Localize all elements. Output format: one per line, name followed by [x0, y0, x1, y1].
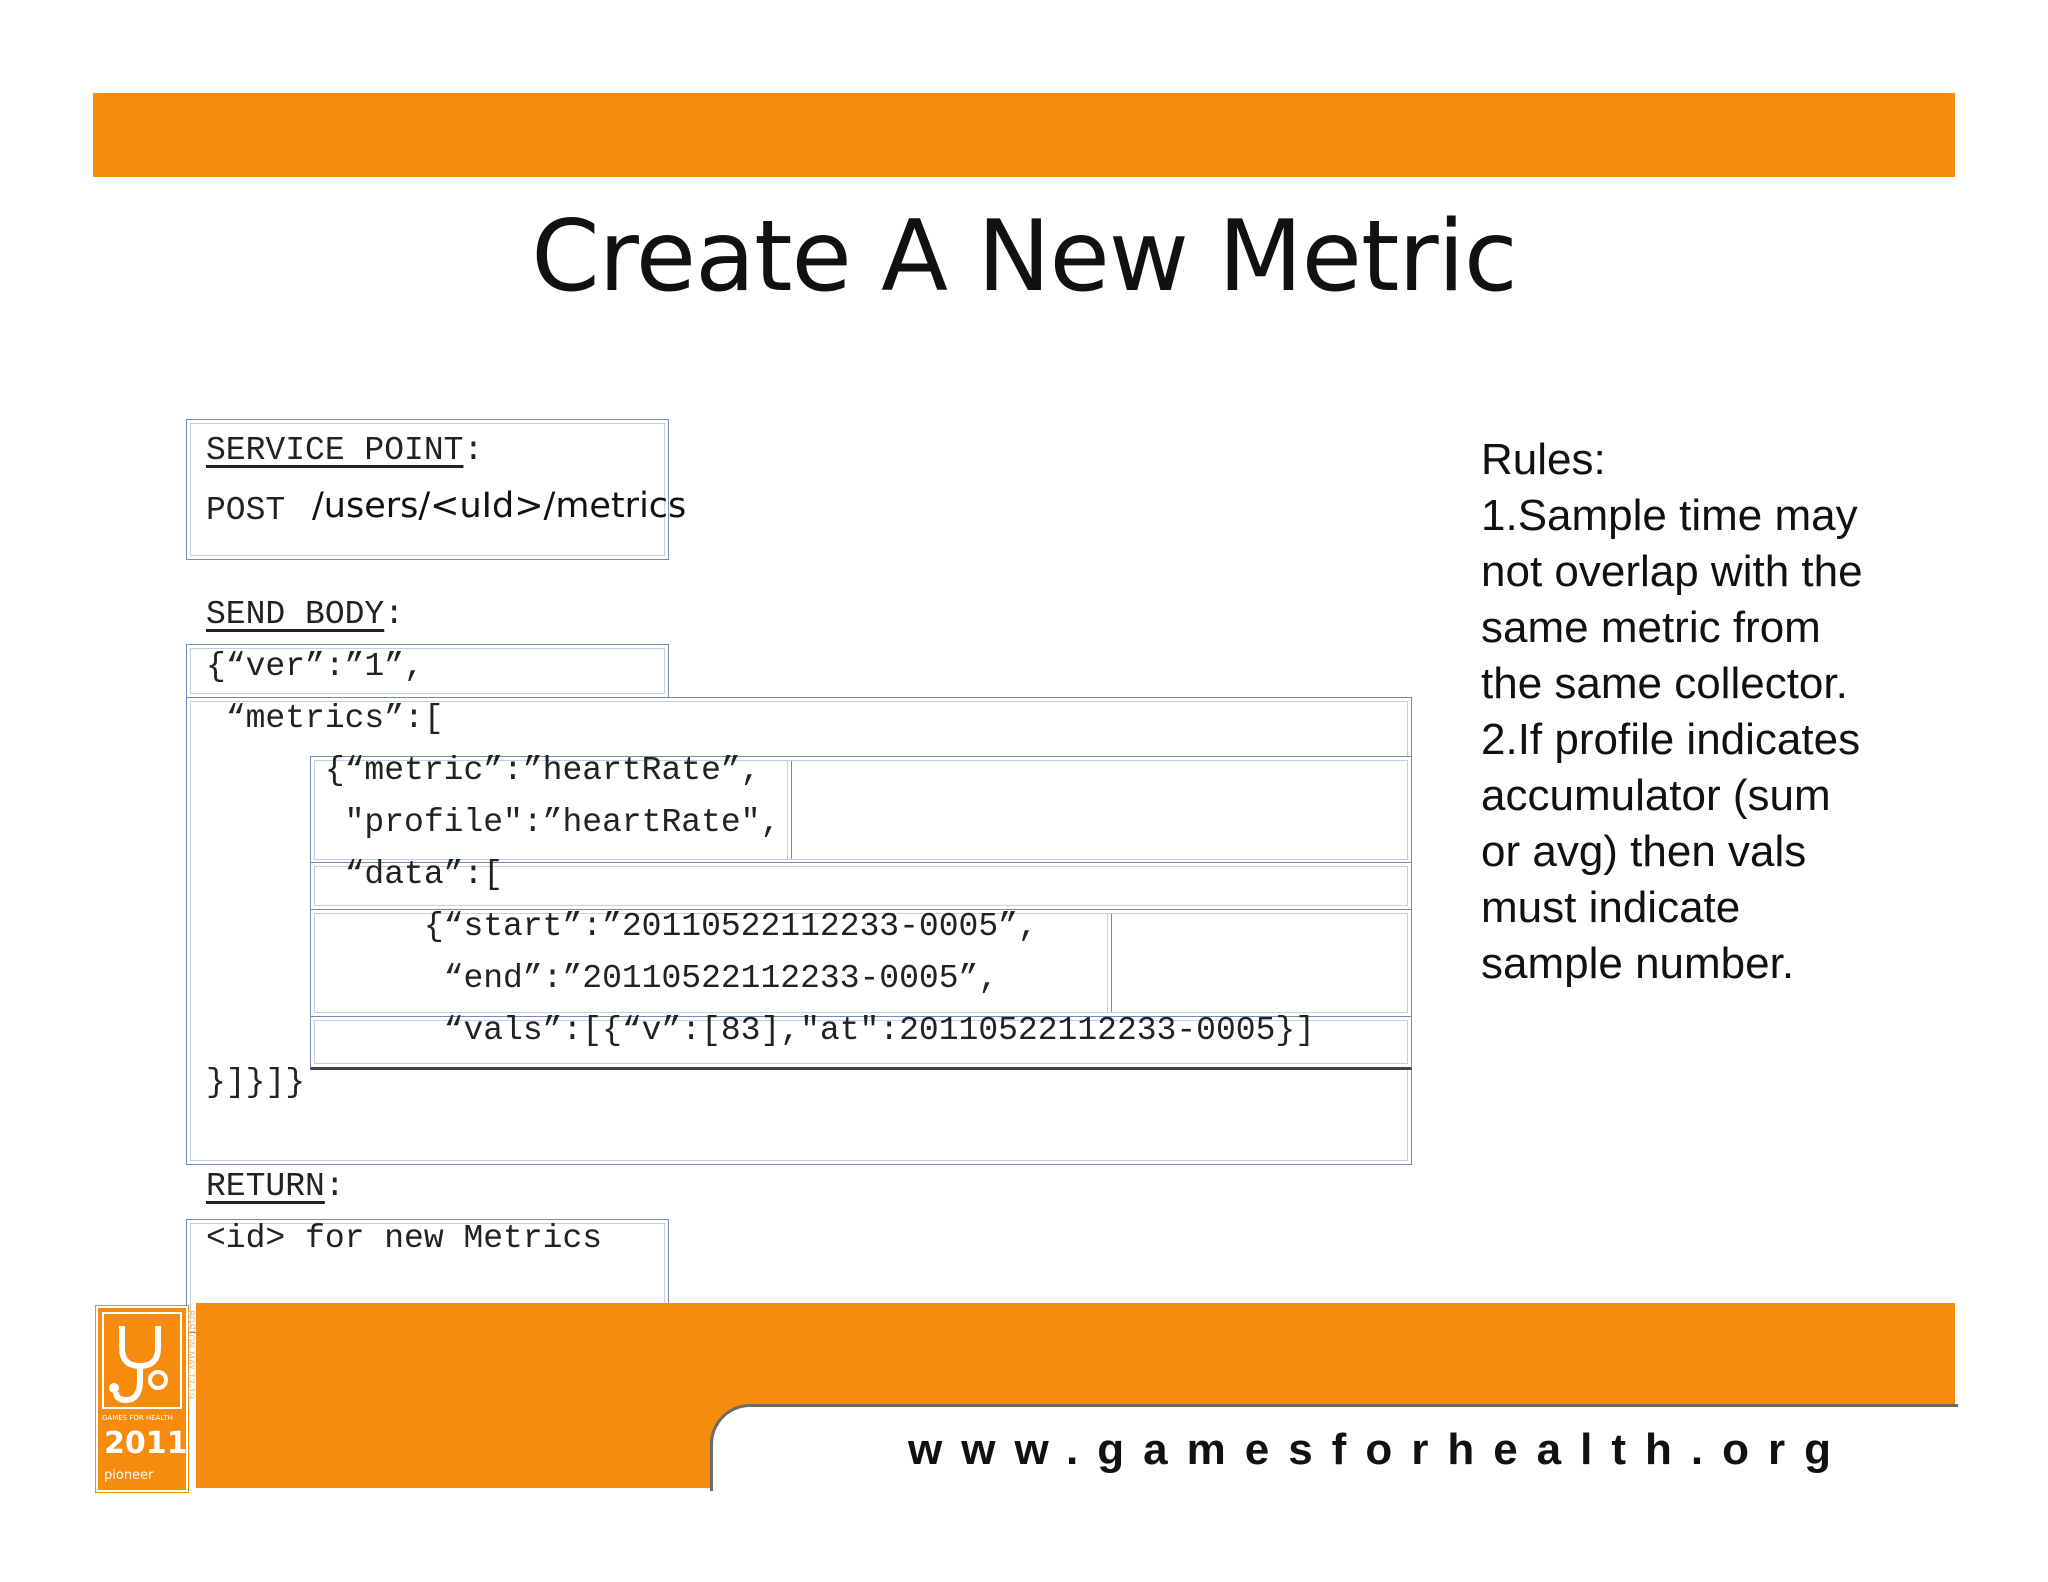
code-line-9: }]}]}	[206, 1064, 306, 1101]
rules-line: 1.Sample time may	[1481, 491, 1858, 540]
footer-url: www.gamesforhealth.org	[908, 1425, 1851, 1474]
rules-line: must indicate	[1481, 883, 1741, 932]
send-body-heading-row	[206, 596, 404, 633]
return-heading-row	[206, 1168, 345, 1205]
code-line-1: {“ver”:”1”,	[206, 648, 424, 685]
rules-line: Rules:	[1481, 435, 1606, 484]
rules-line: sample number.	[1481, 939, 1795, 988]
rules-line: or avg) then vals	[1481, 827, 1807, 876]
slide-title: Create A New Metric	[531, 200, 1517, 314]
code-line-7: “end”:”20110522112233-0005”,	[206, 960, 999, 997]
code-line-4: "profile":”heartRate",	[206, 804, 781, 841]
logo-year: 2011	[104, 1426, 188, 1461]
logo-small-text: GAMES FOR HEALTH	[102, 1414, 173, 1422]
rules-text	[1481, 432, 1951, 992]
logo-side-text: BOSTON MAY 17-19	[185, 1310, 195, 1399]
service-point-path: /users/<uId>/metrics	[312, 486, 687, 526]
top-orange-bar	[93, 93, 1955, 177]
code-line-6: {“start”:”20110522112233-0005”,	[206, 908, 1038, 945]
service-point-colon: :	[463, 432, 484, 469]
rules-line: 2.If profile indicates	[1481, 715, 1861, 764]
stethoscope-icon	[98, 1308, 186, 1413]
rules-line: accumulator (sum	[1481, 771, 1831, 820]
logo-brand: pioneer	[104, 1468, 154, 1483]
send-body-heading: SEND BODY	[206, 596, 385, 633]
games-for-health-logo	[96, 1306, 188, 1492]
code-line-3: {“metric”:”heartRate”,	[206, 752, 761, 789]
rules-line: not overlap with the	[1481, 547, 1863, 596]
return-heading: RETURN	[206, 1168, 325, 1205]
return-colon: :	[324, 1168, 345, 1205]
rules-line: the same collector.	[1481, 659, 1848, 708]
code-line-5: “data”:[	[206, 856, 504, 893]
code-line-8: “vals”:[{“v”:[83],"at":20110522112233-0005}]	[206, 1012, 1315, 1049]
rules-line: same metric from	[1481, 603, 1821, 652]
service-point-heading: SERVICE POINT	[206, 432, 464, 469]
send-body-colon: :	[384, 596, 405, 633]
service-point-heading-row	[206, 432, 483, 469]
return-value: <id> for new Metrics	[206, 1220, 603, 1257]
service-point-method: POST	[206, 492, 286, 529]
code-line-2: “metrics”:[	[206, 700, 444, 737]
